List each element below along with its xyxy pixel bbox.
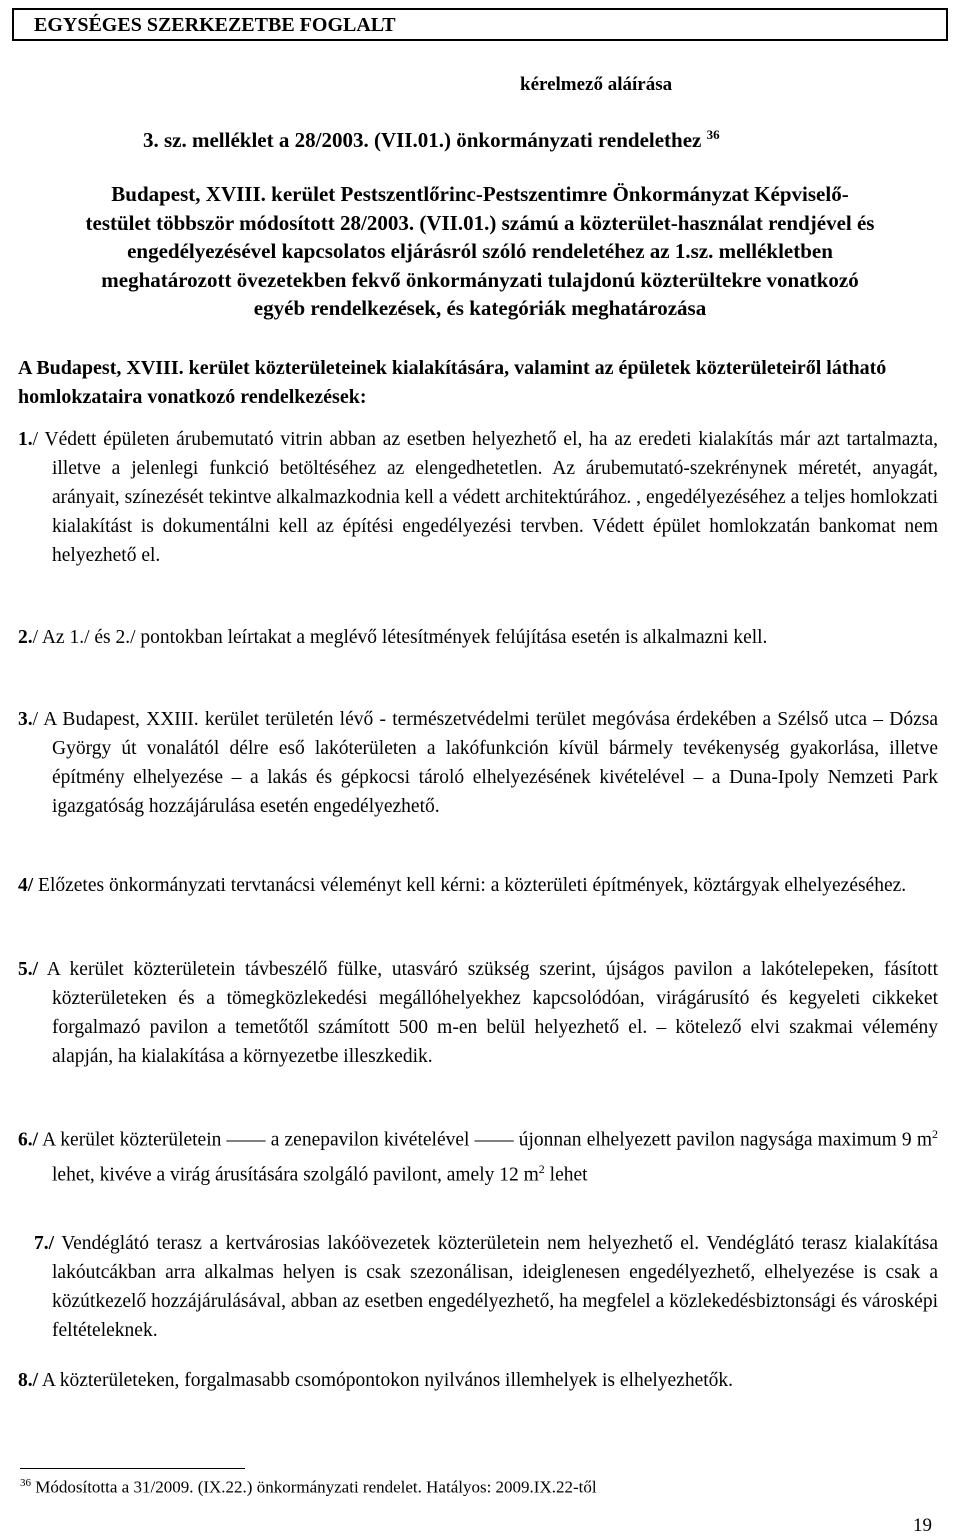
item-1 bbox=[18, 425, 938, 570]
item-text: / Védett épületen árubemutató vitrin abban az esetben helyezhető el, ha az eredeti kialakítás már azt tartalmazta, illetve a jelenlegi funkció betöltéséhez az elengedhetetlen. Az árubemutató-szekrénynek méretét, anyagát, arányait, színezését tekintve alkalmazkodnia kell a védett architektúrához. , engedélyezéséhez a teljes homlokzati kialakítást is dokumentálni kell az építési engedélyezési tervben. Védett épület homlokzatán bankomat nem helyezhető el. bbox=[32, 429, 938, 566]
item-8 bbox=[18, 1366, 938, 1395]
item-7 bbox=[34, 1229, 938, 1345]
item-2 bbox=[18, 623, 938, 652]
intro-heading: Budapest, XVIII. kerület Pestszentlőrinc-Pestszentimre Önkormányzat Képviselő-testület többször módosított 28/2003. (VII.01.) számú a közterület-használat rendjével és engedélyezésével kapcsolatos eljárásról szóló rendeletéhez az 1.sz. mellékletben meghatározott övezetekben fekvő önkormányzati tulajdonú közterültekre vonatkozó egyéb rendelkezések, és kategóriák meghatározása bbox=[85, 182, 875, 320]
footnote-divider bbox=[20, 1468, 245, 1469]
footnote-text: Módosította a 31/2009. (IX.22.) önkormányzati rendelet. Hatályos: 2009.IX.22-től bbox=[31, 1477, 597, 1497]
header-box bbox=[12, 8, 948, 41]
item-number: 3. bbox=[18, 709, 33, 730]
item-number: 2. bbox=[18, 627, 33, 648]
item-text: A kerület közterületein —— a zenepavilon kivételével —— újonnan elhelyezett pavilon nagysága maximum 9 m bbox=[38, 1129, 932, 1151]
footnote bbox=[20, 1477, 597, 1498]
annex-title bbox=[143, 127, 720, 153]
item-5 bbox=[18, 955, 938, 1071]
item-number: 5./ bbox=[18, 959, 39, 980]
item-number: 4/ bbox=[18, 875, 34, 896]
footnote-number: 36 bbox=[20, 1477, 31, 1489]
item-text: Előzetes önkormányzati tervtanácsi véleményt kell kérni: a közterületi építmények, köztárgyak elhelyezéséhez. bbox=[33, 875, 907, 896]
item-3 bbox=[18, 705, 938, 821]
item-text: / Az 1./ és 2./ pontokban leírtakat a meglévő létesítmények felújítása esetén is alkalmazni kell. bbox=[32, 627, 768, 648]
item-text: A kerület közterületein távbeszélő fülke, utasváró szükség szerint, újságos pavilon a lakótelepeken, fásított közterületeken és a tömegközlekedési megállóhelyekhez kapcsolódóan, virágárusító és kegyeleti cikkeket forgalmazó pavilon a temetőtől számított 500 m-en belül helyezhető el. – kötelező elvi szakmai vélemény alapján, ha kialakítása a környezetbe illeszkedik. bbox=[38, 959, 938, 1067]
superscript: 2 bbox=[932, 1127, 938, 1141]
item-number: 1. bbox=[18, 429, 33, 450]
superscript: 2 bbox=[538, 1161, 545, 1176]
signature-label: kérelmező aláírása bbox=[520, 74, 673, 95]
footnote-ref: 36 bbox=[706, 127, 720, 142]
page-number: 19 bbox=[913, 1515, 932, 1536]
item-text: Vendéglátó terasz a kertvárosias lakóövezetek közterületein nem helyezhető el. Vendéglátó terasz kialakítása lakóutcákban arra alkalmas helyen is csak szezonálisan, ideiglenesen engedélyezhető, elhelyezése is csak a közútkezelő hozzájárulásával, abban az esetben engedélyezhető, ha megfelel a közlekedésbiztonsági és városképi feltételeknek. bbox=[52, 1233, 938, 1341]
item-number: 8./ bbox=[18, 1370, 39, 1391]
item-text: A közterületeken, forgalmasabb csomópontokon nyilvános illemhelyek is elhelyezhetők. bbox=[38, 1370, 734, 1391]
item-text: lehet, kivéve a virág árusítására szolgáló pavilont, amely 12 m bbox=[52, 1164, 539, 1185]
annex-title-text: 3. sz. melléklet a 28/2003. (VII.01.) önkormányzati rendelethez bbox=[143, 128, 702, 152]
lead-paragraph: A Budapest, XVIII. kerület közterületeinek kialakítására, valamint az épületek közterületeiről látható homlokzataira vonatkozó rendelkezések: bbox=[18, 357, 887, 408]
item-4 bbox=[18, 871, 938, 900]
item-text: / A Budapest, XXIII. kerület területén lévő - természetvédelmi terület megóvása érdekében a Szélső utca – Dózsa György út vonalától délre eső lakóterületen a lakófunkción kívül bármely tevékenység gyakorlása, illetve építmény elhelyezése – a lakás és gépkocsi tároló elhelyezésének kivételével – a Duna-Ipoly Nemzeti Park igazgatóság hozzájárulása esetén engedélyezhető. bbox=[32, 709, 938, 817]
item-number: 6./ bbox=[18, 1129, 39, 1151]
item-6 bbox=[18, 1120, 938, 1189]
header-title: EGYSÉGES SZERKEZETBE FOGLALT bbox=[34, 14, 396, 36]
item-number: 7./ bbox=[34, 1233, 55, 1254]
item-text: lehet bbox=[544, 1164, 588, 1185]
